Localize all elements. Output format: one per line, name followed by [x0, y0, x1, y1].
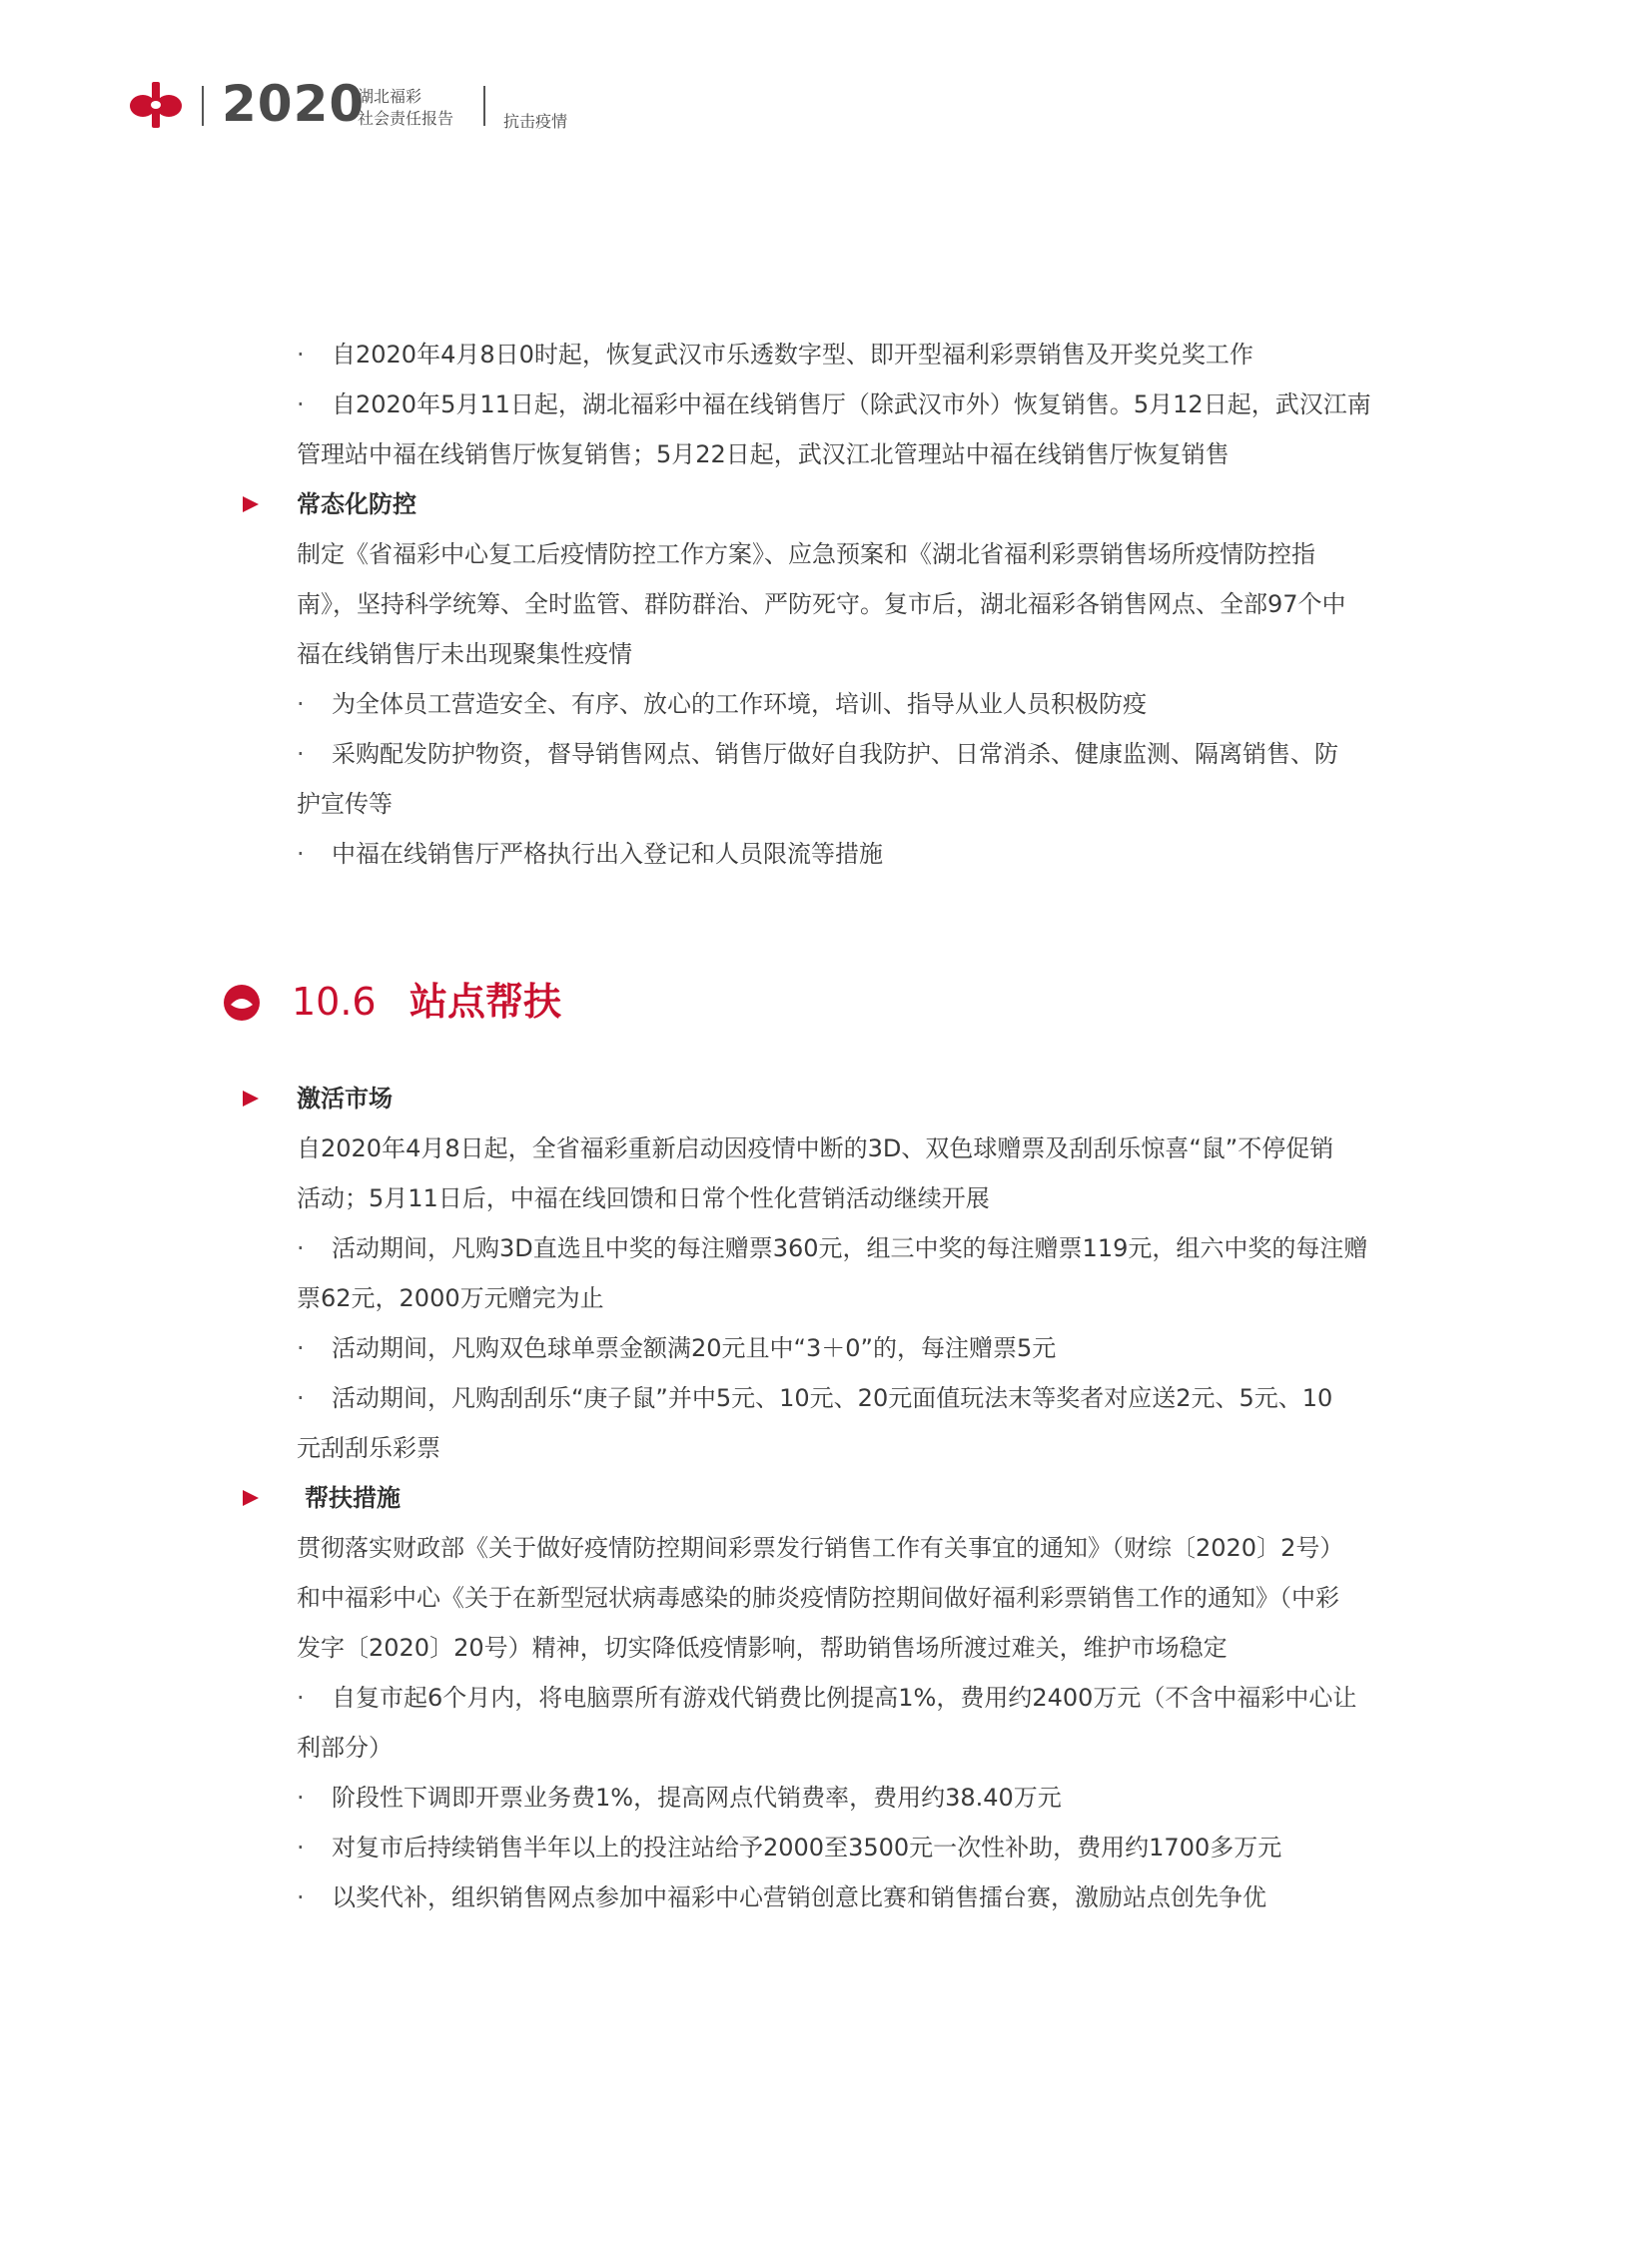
list-item-cont: 护宣传等	[297, 790, 393, 818]
section-title: 站点帮扶	[410, 980, 562, 1024]
list-item-cont: 利部分）	[297, 1734, 393, 1762]
subsection-heading: 常态化防控	[297, 490, 416, 518]
paragraph-line: 南》，坚持科学统筹、全时监管、群防群治、严防死守。复市后，湖北福彩各销售网点、全部97个中	[297, 590, 1346, 618]
triangle-marker-icon	[243, 1490, 259, 1506]
list-item: 自2020年4月8日0时起，恢复武汉市乐透数字型、即开型福利彩票销售及开奖兑奖工作	[332, 341, 1253, 369]
list-item: 以奖代补，组织销售网点参加中福彩中心营销创意比赛和销售擂台赛，激励站点创先争优	[332, 1883, 1266, 1911]
bullet-dot: ·	[297, 1234, 305, 1262]
org-line-2: 社会责任报告	[358, 109, 454, 128]
page-header	[128, 70, 827, 140]
section-number: 10.6	[292, 980, 377, 1024]
bullet-dot: ·	[297, 1384, 305, 1412]
bullet-dot: ·	[297, 1784, 305, 1812]
paragraph-line: 活动；5月11日后，中福在线回馈和日常个性化营销活动继续开展	[297, 1184, 990, 1212]
bullet-dot: ·	[297, 1684, 305, 1712]
list-item: 对复市后持续销售半年以上的投注站给予2000至3500元一次性补助，费用约1700多万元	[332, 1834, 1282, 1862]
paragraph-line: 福在线销售厅未出现聚集性疫情	[297, 640, 632, 668]
report-year: 2020	[222, 75, 366, 133]
welfare-lottery-logo-icon	[128, 78, 184, 130]
section-badge-icon	[222, 983, 262, 1023]
header-divider	[483, 86, 485, 126]
bullet-dot: ·	[297, 1834, 305, 1862]
list-item: 自2020年5月11日起，湖北福彩中福在线销售厅（除武汉市外）恢复销售。5月12日起，武汉江南	[332, 390, 1371, 418]
org-line-1: 湖北福彩	[358, 87, 422, 106]
bullet-dot: ·	[297, 390, 305, 418]
triangle-marker-icon	[243, 496, 259, 512]
subsection-heading: 激活市场	[297, 1085, 393, 1113]
subsection-heading: 帮扶措施	[305, 1484, 401, 1512]
list-item: 活动期间，凡购3D直选且中奖的每注赠票360元，组三中奖的每注赠票119元，组六中奖的每注赠	[332, 1234, 1368, 1262]
bullet-dot: ·	[297, 341, 305, 369]
bullet-dot: ·	[297, 840, 305, 868]
list-item: 自复市起6个月内，将电脑票所有游戏代销费比例提高1%，费用约2400万元（不含中福彩中心让	[332, 1684, 1357, 1712]
bullet-dot: ·	[297, 690, 305, 718]
paragraph-line: 自2020年4月8日起，全省福彩重新启动因疫情中断的3D、双色球赠票及刮刮乐惊喜“鼠”不停促销	[297, 1134, 1334, 1162]
header-divider	[202, 86, 204, 126]
paragraph-line: 和中福彩中心《关于在新型冠状病毒感染的肺炎疫情防控期间做好福利彩票销售工作的通知》（中彩	[297, 1584, 1339, 1612]
chapter-name: 抗击疫情	[503, 112, 568, 131]
paragraph-line: 贯彻落实财政部《关于做好疫情防控期间彩票发行销售工作有关事宜的通知》（财综〔2020〕2号）	[297, 1534, 1344, 1562]
list-item: 活动期间，凡购刮刮乐“庚子鼠”并中5元、10元、20元面值玩法末等奖者对应送2元、5元、10	[332, 1384, 1333, 1412]
list-item-cont: 元刮刮乐彩票	[297, 1434, 440, 1462]
list-item: 为全体员工营造安全、有序、放心的工作环境，培训、指导从业人员积极防疫	[332, 690, 1147, 718]
list-item: 活动期间，凡购双色球单票金额满20元且中“3＋0”的，每注赠票5元	[332, 1334, 1057, 1362]
list-item-cont: 管理站中福在线销售厅恢复销售；5月22日起，武汉江北管理站中福在线销售厅恢复销售	[297, 440, 1230, 468]
bullet-dot: ·	[297, 1334, 305, 1362]
triangle-marker-icon	[243, 1091, 259, 1107]
list-item: 中福在线销售厅严格执行出入登记和人员限流等措施	[332, 840, 883, 868]
list-item: 采购配发防护物资，督导销售网点、销售厅做好自我防护、日常消杀、健康监测、隔离销售、防	[332, 740, 1338, 768]
list-item: 阶段性下调即开票业务费1%，提高网点代销费率，费用约38.40万元	[332, 1784, 1062, 1812]
paragraph-line: 发字〔2020〕20号）精神，切实降低疫情影响，帮助销售场所渡过难关，维护市场稳定	[297, 1634, 1228, 1662]
report-org	[358, 86, 453, 130]
list-item-cont: 票62元，2000万元赠完为止	[297, 1284, 604, 1312]
bullet-dot: ·	[297, 740, 305, 768]
bullet-dot: ·	[297, 1883, 305, 1911]
paragraph-line: 制定《省福彩中心复工后疫情防控工作方案》、应急预案和《湖北省福利彩票销售场所疫情防控指	[297, 540, 1315, 568]
